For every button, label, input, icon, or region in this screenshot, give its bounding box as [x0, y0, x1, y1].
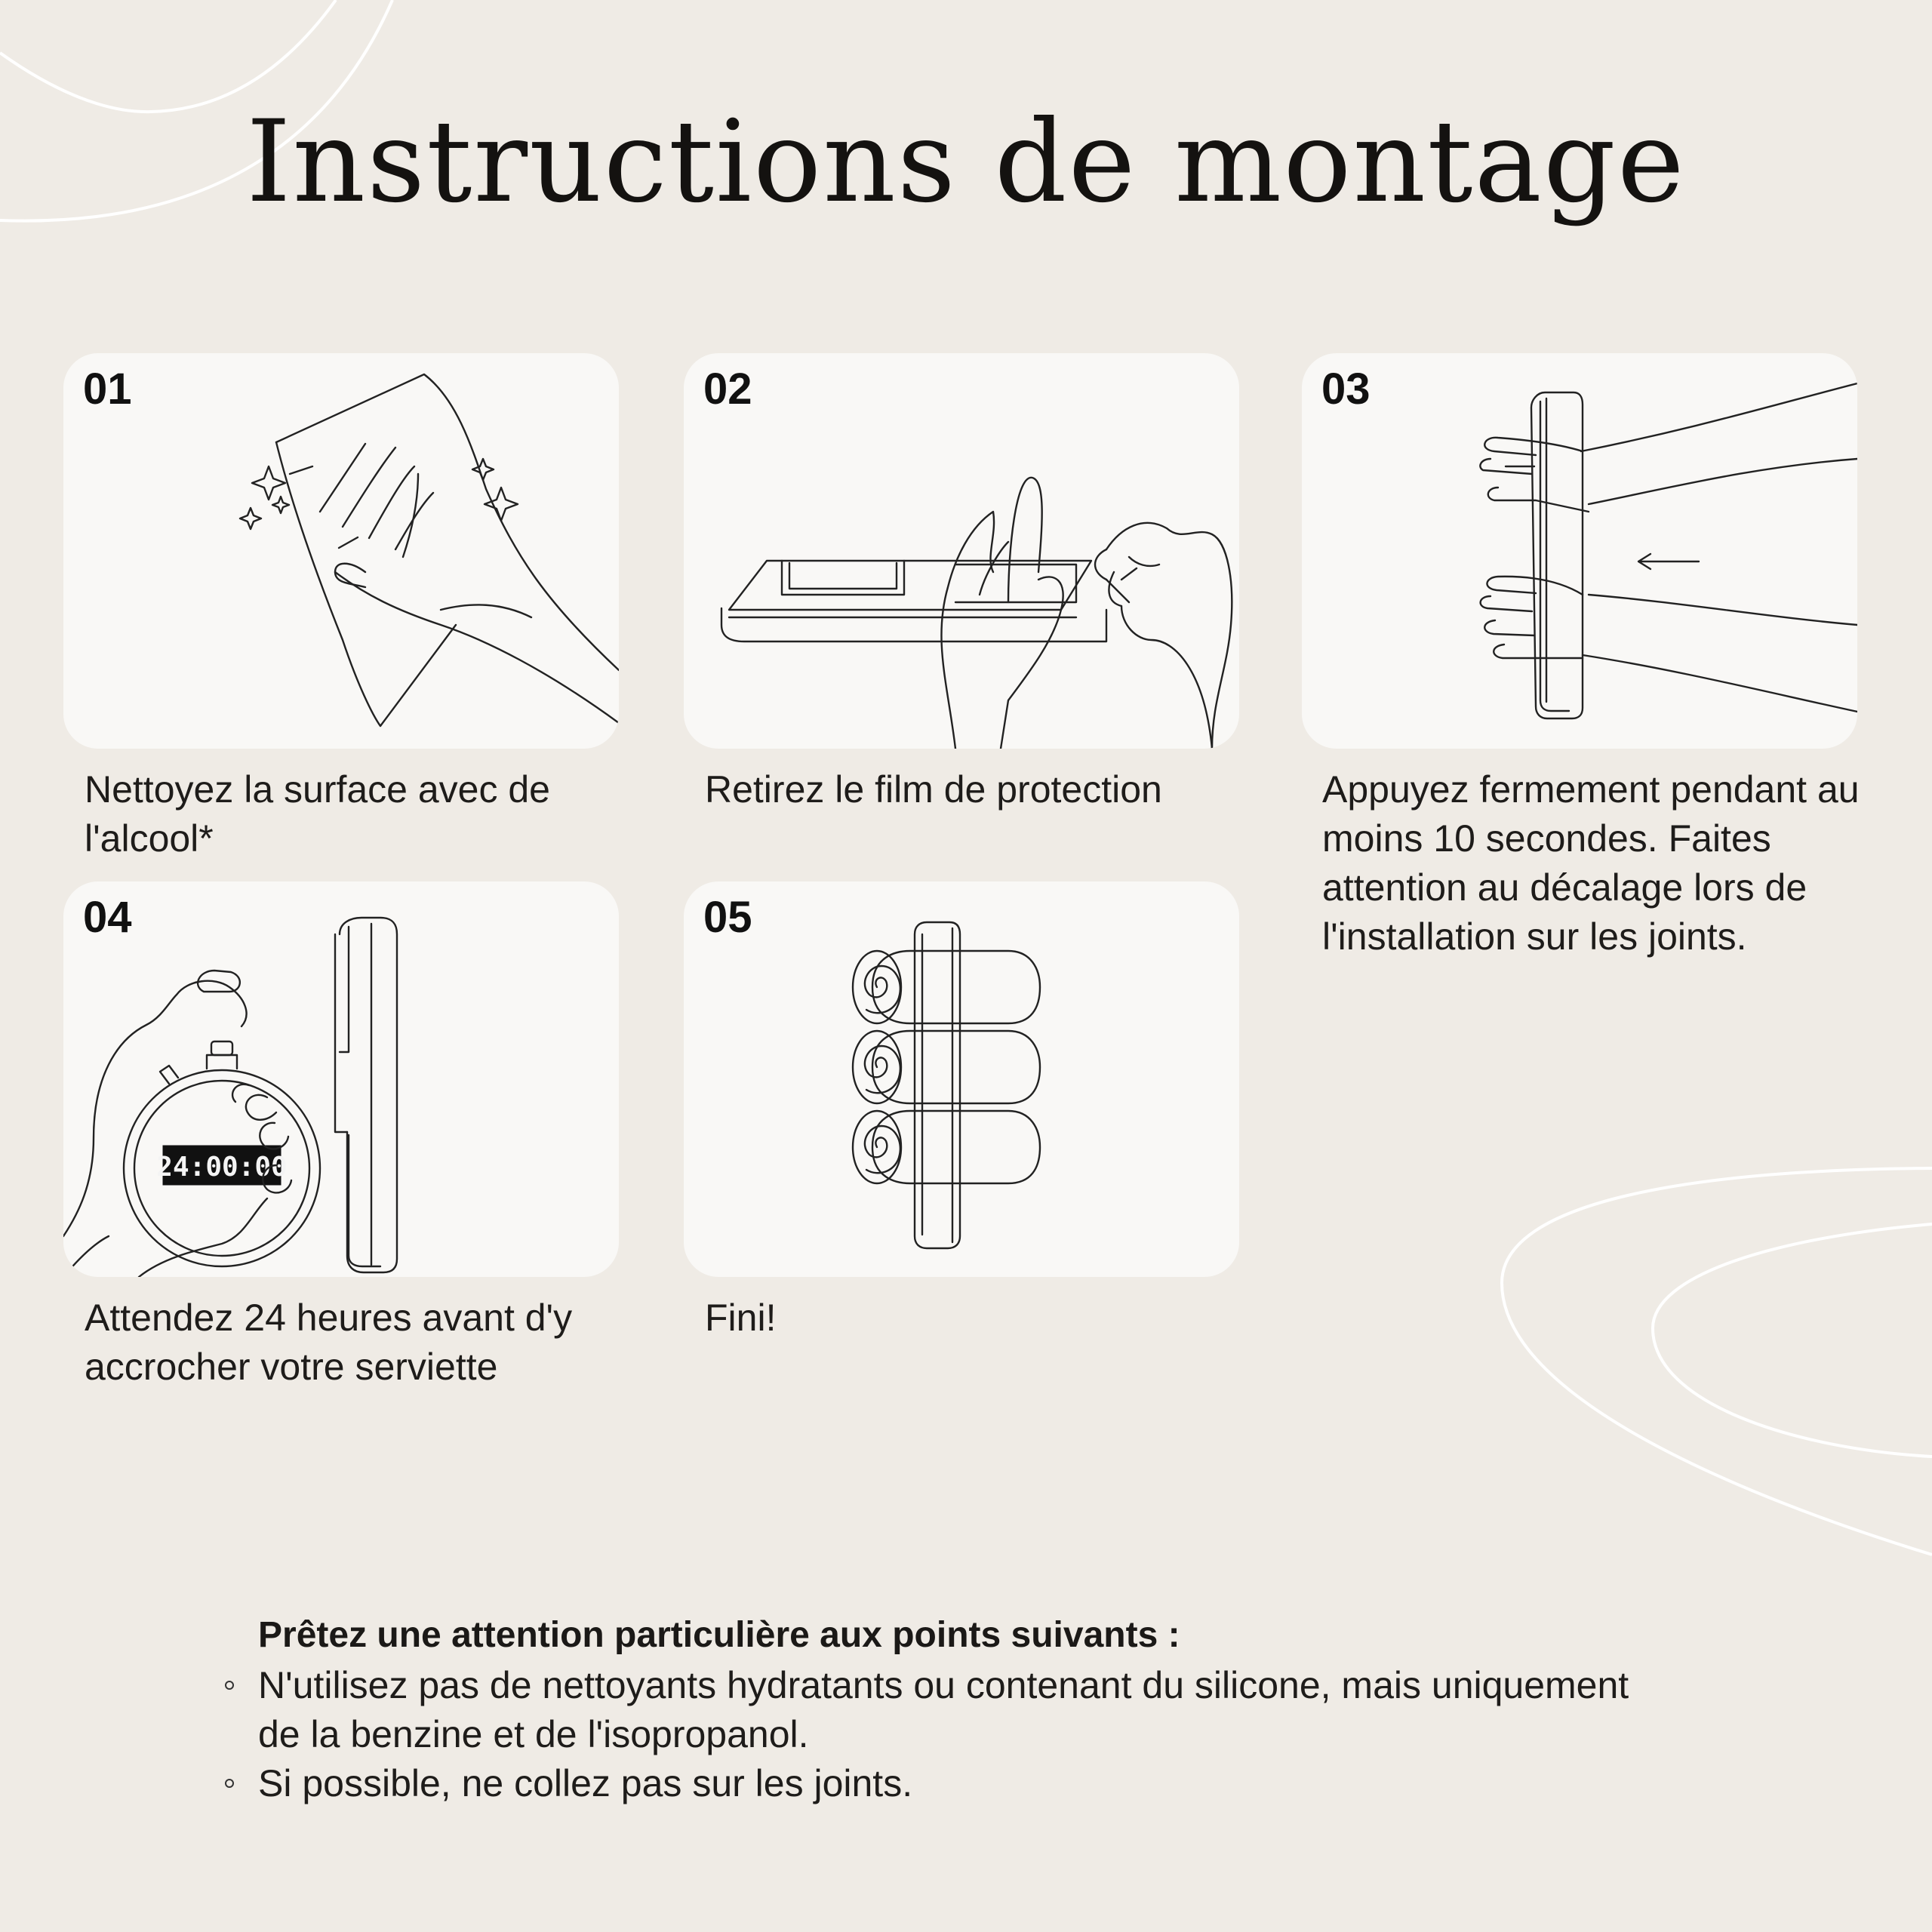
note-text: Si possible, ne collez pas sur les joints. [258, 1762, 913, 1804]
step-number: 02 [703, 365, 752, 414]
step-card-01 [63, 353, 619, 749]
arrow-left-icon [1638, 554, 1699, 569]
cleaning-illustration [63, 353, 619, 749]
rolled-towel-icon [853, 951, 1040, 1023]
timer-illustration [63, 881, 619, 1277]
step-number: 04 [83, 893, 132, 942]
step-caption-04: Attendez 24 heures avant d'y accrocher votre serviette [85, 1297, 573, 1388]
notes-section [211, 1611, 1645, 1808]
rolled-towel-icon [853, 1031, 1040, 1103]
note-item [211, 1759, 1645, 1808]
notes-list [211, 1661, 1645, 1808]
sparkle-icon [252, 466, 285, 500]
step-caption-01: Nettoyez la surface avec de l'alcool* [85, 768, 550, 860]
note-text: N'utilisez pas de nettoyants hydratants ou contenant du silicone, mais uniquement de la benzine et de l'isopropanol. [258, 1664, 1629, 1755]
step-caption-03: Appuyez fermement pendant au moins 10 secondes. Faites attention au décalage lors de l'installation sur les joints. [1322, 768, 1860, 958]
step-number: 05 [703, 893, 752, 942]
peel-film-illustration [684, 353, 1239, 749]
note-item [211, 1661, 1645, 1759]
step-number: 01 [83, 365, 132, 414]
step-number: 03 [1321, 365, 1371, 414]
step-card-03 [1302, 353, 1857, 749]
timer-readout: 24:00:00 [156, 1152, 288, 1183]
step-card-02 [684, 353, 1239, 749]
bullet-icon [225, 1681, 234, 1690]
notes-heading: Prêtez une attention particulière aux points suivants : [258, 1615, 1180, 1655]
bullet-icon [225, 1779, 234, 1788]
press-illustration [1302, 353, 1857, 749]
rolled-towel-icon [853, 1111, 1040, 1183]
towels-illustration [684, 881, 1239, 1277]
page-title: Instructions de montage [246, 97, 1686, 228]
step-caption-02: Retirez le film de protection [705, 768, 1162, 811]
step-card-05 [684, 881, 1239, 1277]
step-card-04 [63, 881, 619, 1277]
step-caption-05: Fini! [705, 1297, 777, 1339]
